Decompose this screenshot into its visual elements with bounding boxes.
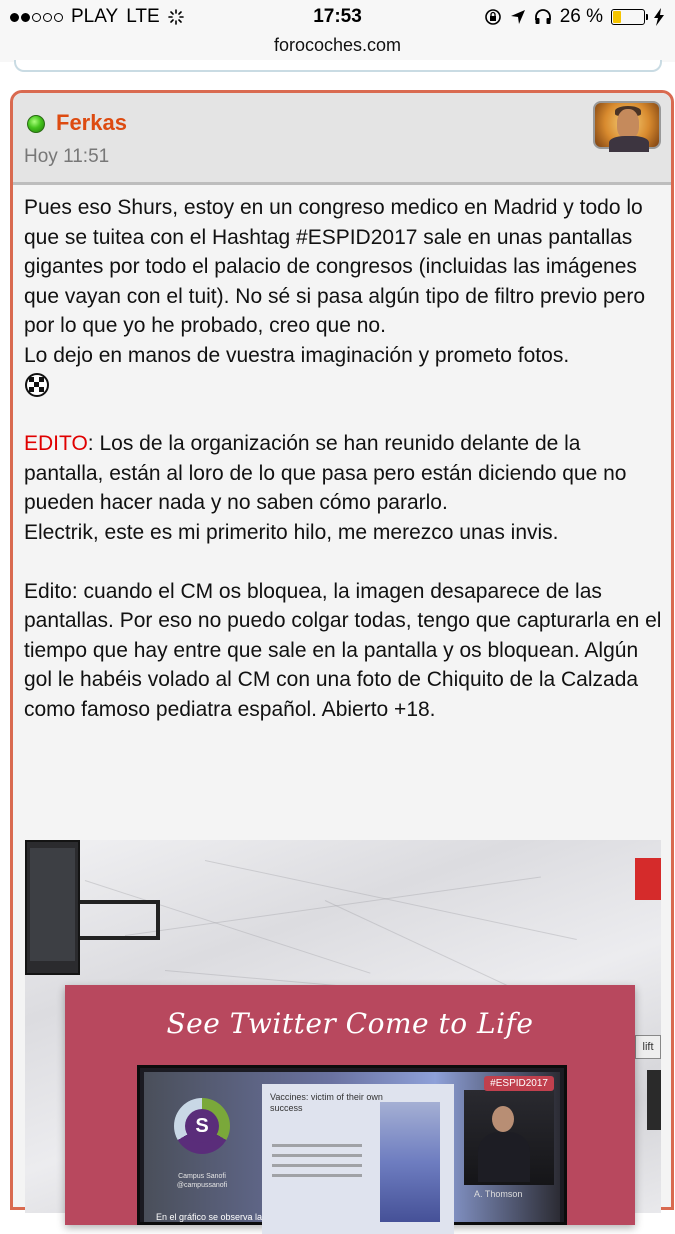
rotation-lock-icon xyxy=(484,8,502,26)
status-bar xyxy=(0,0,675,34)
location-arrow-icon xyxy=(510,9,526,25)
tweet-screen xyxy=(137,1065,567,1225)
online-status-icon xyxy=(27,115,45,133)
url-text: forocoches.com xyxy=(273,35,402,55)
battery-fill xyxy=(613,11,621,23)
sanofi-logo xyxy=(164,1092,242,1170)
post-header xyxy=(13,93,671,185)
post-paragraph: Electrik, este es mi primerito hilo, me merezco unas invis. xyxy=(24,520,559,544)
edito-text: : Los de la organización se han reunido delante de la pantalla, están al loro de lo que pasa pero están diciendo que no pueden hacer nada y no saben cómo pararlo. xyxy=(24,432,627,514)
post-timestamp: Hoy 11:51 xyxy=(24,146,110,167)
user-avatar[interactable] xyxy=(593,101,661,149)
status-right xyxy=(484,6,665,28)
logo-letter: S xyxy=(185,1109,219,1143)
embedded-photo[interactable] xyxy=(25,840,661,1222)
wall-monitor xyxy=(25,840,80,975)
presentation-slide xyxy=(262,1084,454,1234)
url-bar[interactable] xyxy=(0,34,675,62)
post-body xyxy=(24,193,664,724)
exit-sign xyxy=(635,858,661,900)
previous-post-edge xyxy=(14,60,662,72)
post-paragraph: Pues eso Shurs, estoy en un congreso medico en Madrid y todo lo que se tuitea con el Hashtag #ESPID2017 sale en unas pantallas gigantes por todo el palacio de congresos (incluidas las imágenes que vayan con el tuit). No sé si pasa algún tipo de filtro previo pero por lo que yo he probado, creo que no. xyxy=(24,196,646,337)
battery-percent: 26 % xyxy=(559,6,603,27)
smiley-icon xyxy=(24,372,50,398)
network-label: LTE xyxy=(126,6,160,27)
lift-sign: lift xyxy=(635,1035,661,1059)
headphones-icon xyxy=(534,8,552,26)
carrier-label: PLAY xyxy=(71,6,119,27)
hashtag-badge: #ESPID2017 xyxy=(484,1076,554,1091)
edito-label: EDITO xyxy=(24,432,88,455)
board-title: See Twitter Come to Life xyxy=(166,1007,534,1040)
forum-post xyxy=(10,90,674,1222)
twitter-board xyxy=(65,985,635,1225)
side-panel xyxy=(647,1070,661,1130)
speaker-name: A. Thomson xyxy=(474,1189,523,1199)
post-paragraph: Lo dejo en manos de vuestra imaginación y prometo fotos. xyxy=(24,343,570,367)
slide-title: Vaccines: victim of their own success xyxy=(270,1092,383,1113)
post-username[interactable]: Ferkas xyxy=(56,110,127,135)
account-text: Campus Sanofi @campussanofi xyxy=(176,1173,228,1189)
speaker-video xyxy=(464,1090,554,1185)
charging-bolt-icon xyxy=(653,8,665,26)
clock: 17:53 xyxy=(313,6,362,27)
post-paragraph: Edito: cuando el CM os bloquea, la imagen desaparece de las pantallas. Por eso no puedo colgar todas, tengo que capturarla en el tiempo que hay entre que sale en la pantalla y os bloquean. Algún gol le habéis volado al CM con una foto de Chiquito de la Calzada como famoso pediatra español. Abierto +18. xyxy=(24,579,662,721)
tweet-caption: En el gráfico se observa la xyxy=(156,1212,263,1222)
battery-icon xyxy=(611,9,645,25)
monitor-arm xyxy=(80,900,160,940)
edit-paragraph xyxy=(24,429,664,518)
slide-chart xyxy=(380,1102,440,1222)
